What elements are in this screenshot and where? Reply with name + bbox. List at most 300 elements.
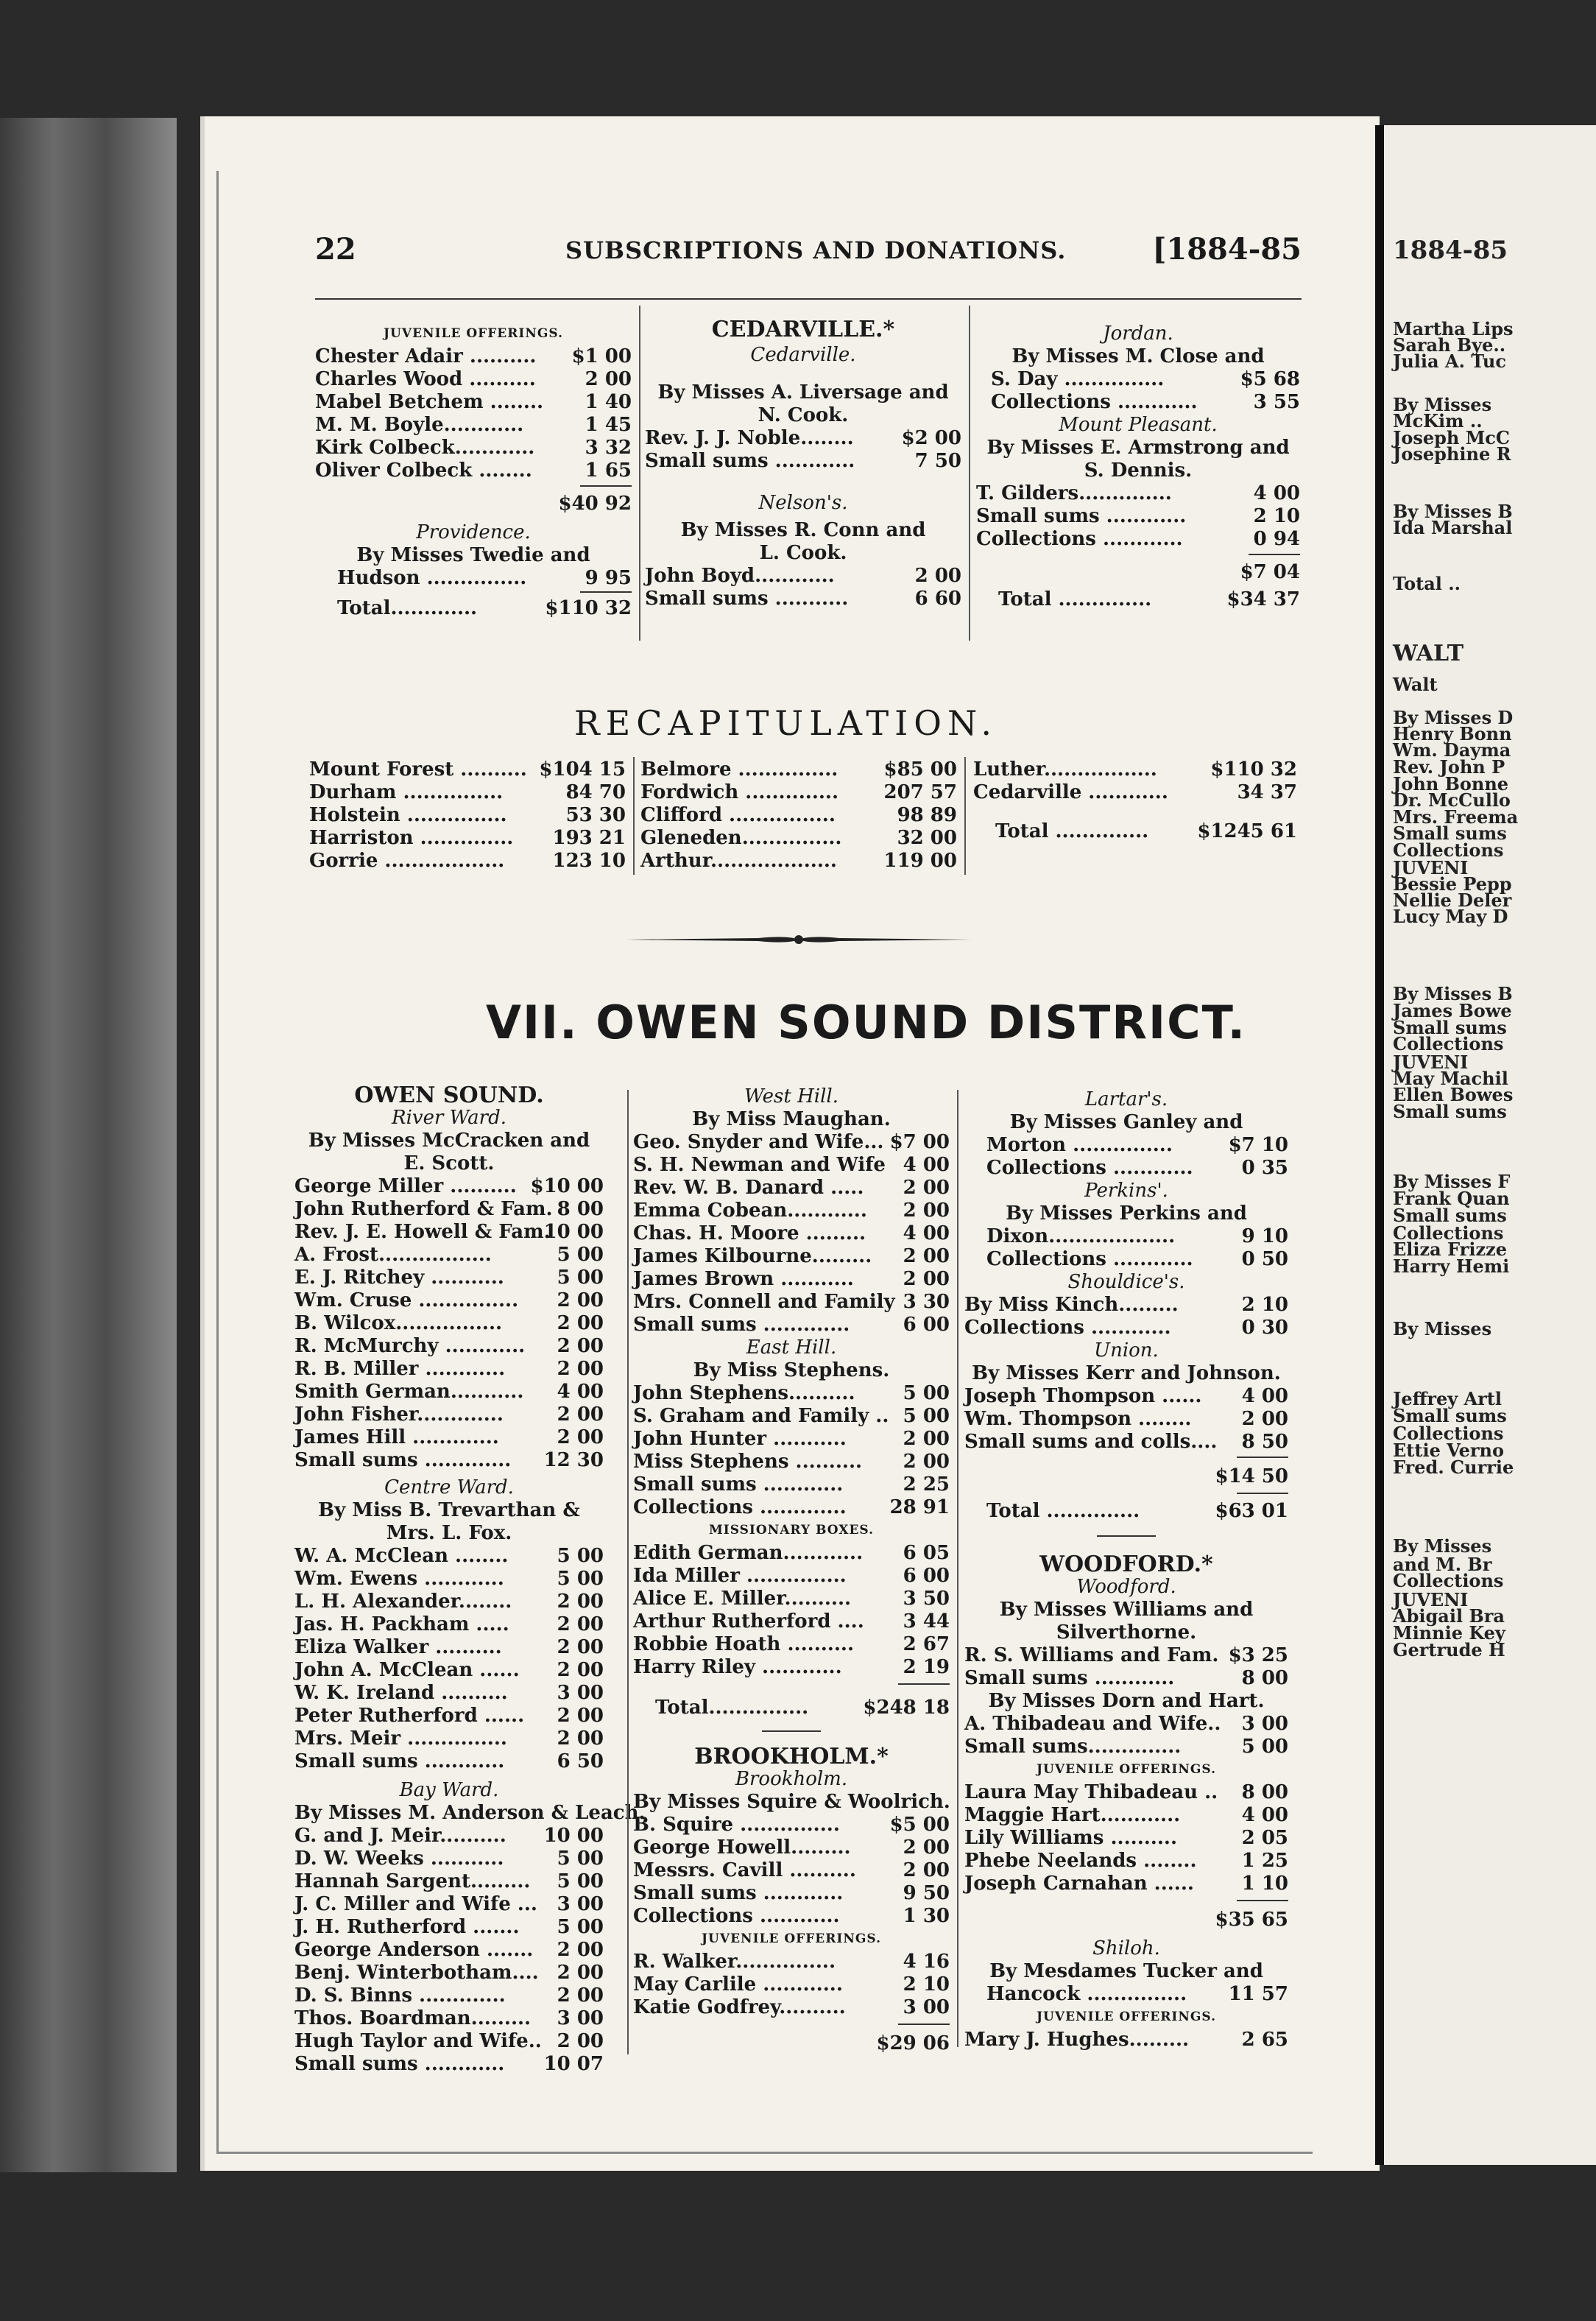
- top-col-2: [645, 318, 961, 610]
- entry-name: Benj. Winterbotham....: [294, 1962, 539, 1984]
- book-binding: [0, 118, 177, 2172]
- entry-name: Charles Wood ..........: [315, 368, 536, 390]
- subtotal-row: [976, 561, 1300, 584]
- right-page-line: Julia A. Tuc: [1393, 351, 1506, 372]
- entry-name: Rev. J. J. Noble........: [645, 427, 854, 449]
- entry-name: Joseph Thompson ......: [964, 1385, 1202, 1407]
- entry-name: John Hunter ...........: [633, 1428, 847, 1450]
- right-page-line: McKim ..: [1393, 410, 1483, 432]
- right-page-line: JUVENI: [1393, 857, 1469, 878]
- entry-amount: 5 00: [557, 1848, 604, 1870]
- entry-amount: 3 44: [903, 1610, 950, 1633]
- right-page-line: JUVENI: [1393, 1589, 1469, 1610]
- ledger-row: [294, 1591, 604, 1613]
- entry-name: Small sums ............: [294, 2053, 505, 2075]
- right-page-line: By Misses: [1393, 1318, 1492, 1339]
- entry-amount: $1 00: [571, 345, 632, 367]
- ledger-row: [294, 1705, 604, 1727]
- entry-amount: 2 00: [903, 1451, 950, 1473]
- right-page-line: Harry Hemi: [1393, 1255, 1510, 1277]
- right-page-line: Fred. Currie: [1393, 1457, 1514, 1478]
- ledger-row: [964, 1157, 1288, 1180]
- ledger-row: [633, 1905, 950, 1928]
- district-col-1: [294, 1082, 646, 2076]
- entry-amount: 10 00: [543, 1825, 604, 1847]
- entry-name: T. Gilders..............: [976, 482, 1172, 504]
- entry-name: B. Wilcox................: [294, 1312, 503, 1334]
- entry-amount: 2 00: [903, 1200, 950, 1222]
- total-label: Total.............: [337, 597, 478, 619]
- subtotal-row: [633, 2032, 950, 2055]
- right-page-line: John Bonne: [1393, 773, 1509, 795]
- entry-name: Holstein ...............: [309, 804, 507, 826]
- entry-name: James Brown ...........: [633, 1268, 854, 1290]
- place-name: Shouldice's.: [1067, 1271, 1185, 1293]
- place-name: Nelson's.: [758, 492, 848, 514]
- total-row: [973, 820, 1297, 847]
- ledger-row: [640, 827, 957, 850]
- entry-name: Peter Rutherford ......: [294, 1705, 525, 1727]
- entry-name: Jas. H. Packham .....: [294, 1613, 509, 1635]
- ledger-row: [294, 1221, 604, 1244]
- entry-amount: 5 00: [557, 1267, 604, 1289]
- entry-name: Eliza Walker ..........: [294, 1636, 502, 1658]
- entry-amount: 2 65: [1241, 2029, 1288, 2051]
- entry-amount: 2 10: [1253, 505, 1300, 527]
- ledger-row: [294, 1613, 604, 1636]
- ledger-row: [294, 1659, 604, 1682]
- ledger-row: [633, 1588, 950, 1610]
- entry-amount: 0 30: [1241, 1317, 1288, 1339]
- entry-amount: 2 00: [557, 1403, 604, 1426]
- entry-amount: 3 32: [585, 437, 632, 459]
- ledger-row: [633, 1836, 950, 1859]
- ledger-row: [645, 565, 961, 588]
- entry-amount: 2 00: [1241, 1408, 1288, 1430]
- column-divider: [633, 757, 635, 875]
- right-page-line: Frank Quan: [1393, 1188, 1510, 1209]
- entry-name: L. H. Alexander........: [294, 1591, 512, 1613]
- entry-name: Chas. H. Moore .........: [633, 1222, 866, 1244]
- ledger-row: [294, 1962, 604, 1984]
- entry-name: Belmore ...............: [640, 758, 838, 781]
- place-name: East Hill.: [746, 1336, 837, 1359]
- section-heading: JUVENILE OFFERINGS.: [1037, 2010, 1216, 2024]
- total-row: [964, 1500, 1288, 1526]
- entry-name: Small sums ............: [976, 505, 1187, 527]
- entry-amount: 4 00: [903, 1154, 950, 1176]
- entry-amount: 2 00: [903, 1836, 950, 1859]
- ledger-row: [294, 1750, 604, 1773]
- ledger-row: [633, 1656, 950, 1679]
- entry-name: J. C. Miller and Wife ...: [294, 1893, 537, 1915]
- entry-amount: 193 21: [552, 827, 626, 849]
- entry-name: Durham ...............: [309, 781, 504, 803]
- ledger-row: [633, 1382, 950, 1405]
- ledger-row: [976, 528, 1300, 551]
- entry-name: Rev. J. E. Howell & Fam.: [294, 1221, 551, 1243]
- entry-amount: 6 00: [903, 1565, 950, 1587]
- right-page-line: Collections: [1393, 839, 1504, 861]
- right-page-line: Eliza Frizze: [1393, 1239, 1507, 1260]
- ledger-row: [964, 1873, 1288, 1895]
- subtotal: $40 92: [558, 493, 632, 515]
- ledger-row: [294, 1893, 604, 1916]
- collector-line: By Misses Dorn and Hart.: [988, 1690, 1265, 1712]
- right-page-line: Gertrude H: [1393, 1639, 1505, 1660]
- right-page-line: Collections: [1393, 1033, 1504, 1054]
- entry-amount: 8 50: [1241, 1431, 1288, 1453]
- entry-amount: 3 30: [903, 1291, 950, 1313]
- subtotal-row: [964, 1465, 1288, 1488]
- entry-name: Collections ............: [976, 528, 1183, 550]
- entry-name: Small sums ............: [645, 450, 855, 472]
- section-heading: JUVENILE OFFERINGS.: [702, 1931, 881, 1946]
- ledger-row: [294, 1568, 604, 1591]
- ledger-row: [633, 1131, 950, 1154]
- entry-amount: 2 00: [557, 1613, 604, 1635]
- entry-amount: $2 00: [901, 427, 961, 449]
- right-page-line: May Machil: [1393, 1068, 1508, 1089]
- ledger-row: [964, 1713, 1288, 1736]
- entry-amount: 4 16: [903, 1951, 950, 1973]
- ledger-row: [633, 1200, 950, 1222]
- entry-amount: $7 10: [1228, 1134, 1288, 1156]
- entry-name: Mabel Betchem ........: [315, 391, 544, 413]
- entry-name: R. McMurchy ............: [294, 1335, 526, 1357]
- entry-amount: $3 25: [1228, 1644, 1288, 1666]
- place-name: Centre Ward.: [384, 1476, 514, 1498]
- ledger-row: [633, 1314, 950, 1336]
- place-name: Mount Pleasant.: [1059, 414, 1218, 436]
- entry-amount: 123 10: [552, 850, 626, 872]
- ledger-row: [315, 391, 632, 414]
- ledger-row: [294, 1335, 604, 1358]
- entry-name: D. W. Weeks ...........: [294, 1848, 504, 1870]
- entry-name: Small sums ............: [294, 1750, 505, 1772]
- entry-name: Messrs. Cavill ..........: [633, 1859, 856, 1881]
- right-page-line: Small sums: [1393, 823, 1507, 844]
- ledger-row: [976, 368, 1300, 391]
- right-page-line: Sarah Bye..: [1393, 334, 1506, 356]
- ledger-row: [315, 567, 632, 590]
- total-label: Total ..............: [998, 588, 1152, 610]
- entry-amount: 2 25: [903, 1473, 950, 1496]
- entry-amount: 53 30: [565, 804, 626, 826]
- entry-name: B. Squire ...............: [633, 1814, 840, 1836]
- ledger-row: [633, 1859, 950, 1882]
- ledger-row: [294, 1426, 604, 1449]
- right-page-line: Wm. Dayma: [1393, 739, 1511, 761]
- entry-amount: $10 00: [530, 1175, 604, 1197]
- entry-amount: 5 00: [1241, 1736, 1288, 1758]
- ledger-row: [294, 1939, 604, 1962]
- entry-name: Joseph Carnahan ......: [964, 1873, 1194, 1895]
- entry-name: Arthur...................: [640, 850, 837, 872]
- ledger-row: [315, 368, 632, 391]
- entry-amount: 2 10: [1241, 1294, 1288, 1316]
- place-name: Providence.: [416, 521, 531, 543]
- place-name: Shiloh.: [1092, 1937, 1160, 1959]
- entry-amount: 2 05: [1241, 1827, 1288, 1849]
- ledger-row: [964, 1294, 1288, 1317]
- entry-amount: 4 00: [903, 1222, 950, 1244]
- entry-name: Hudson ...............: [337, 567, 527, 589]
- entry-amount: 5 00: [557, 1545, 604, 1567]
- entry-name: Thos. Boardman.........: [294, 2007, 532, 2029]
- entry-name: Smith German...........: [294, 1381, 524, 1403]
- entry-amount: 3 00: [557, 2007, 604, 2029]
- entry-name: Rev. W. B. Danard .....: [633, 1177, 864, 1199]
- ledger-row: [964, 1408, 1288, 1431]
- entry-amount: 98 89: [897, 804, 957, 826]
- column-divider: [957, 1090, 958, 2047]
- entry-amount: 2 00: [903, 1859, 950, 1881]
- entry-name: Maggie Hart............: [964, 1804, 1181, 1826]
- entry-name: Harry Riley ............: [633, 1656, 842, 1678]
- entry-amount: 2 10: [903, 1973, 950, 1996]
- ledger-row: [645, 588, 961, 610]
- section-heading: BROOKHOLM.*: [694, 1744, 889, 1769]
- ledger-row: [633, 1245, 950, 1268]
- entry-name: John A. McClean ......: [294, 1659, 520, 1681]
- entry-name: Fordwich ..............: [640, 781, 839, 803]
- ledger-row: [976, 391, 1300, 414]
- ledger-row: [294, 1358, 604, 1381]
- total-value: $34 37: [1226, 588, 1300, 610]
- place-name: River Ward.: [392, 1107, 506, 1129]
- right-page: [1384, 125, 1596, 2165]
- entry-name: John Fisher.............: [294, 1403, 504, 1426]
- entry-amount: 3 00: [1241, 1713, 1288, 1735]
- place-name: Cedarville.: [750, 344, 856, 366]
- sub-rule: [898, 1683, 950, 1685]
- ledger-row: [315, 414, 632, 437]
- entry-name: Collections ............: [633, 1905, 840, 1927]
- entry-amount: 7 50: [914, 450, 961, 472]
- entry-name: Luther.................: [973, 758, 1157, 781]
- entry-name: Chester Adair ..........: [315, 345, 537, 367]
- entry-amount: $104 15: [539, 758, 626, 781]
- subtotal-row: [964, 1909, 1288, 1931]
- entry-name: R. S. Williams and Fam.: [964, 1644, 1219, 1666]
- ledger-row: [294, 1175, 604, 1198]
- place-name: Bay Ward.: [399, 1779, 499, 1801]
- entry-name: Wm. Ewens ............: [294, 1568, 504, 1590]
- collector-line: By Misses M. Close and: [1011, 345, 1265, 367]
- subtotal-row: [315, 493, 632, 515]
- district-col-3: [964, 1088, 1288, 2051]
- short-rule: [762, 1730, 821, 1732]
- ledger-row: [633, 1610, 950, 1633]
- total-label: Total ..............: [986, 1500, 1140, 1522]
- collector-line: By Misses McCracken and E. Scott.: [308, 1130, 590, 1174]
- entry-amount: 2 00: [557, 1727, 604, 1750]
- ledger-row: [294, 1545, 604, 1568]
- entry-amount: 5 00: [557, 1244, 604, 1266]
- ledger-row: [309, 758, 626, 781]
- entry-amount: 12 30: [543, 1449, 604, 1471]
- sub-rule: [1237, 1900, 1288, 1901]
- entry-amount: 2 00: [557, 1289, 604, 1311]
- entry-amount: 6 60: [914, 588, 961, 610]
- ledger-row: [315, 437, 632, 459]
- entry-name: James Hill .............: [294, 1426, 499, 1448]
- ledger-row: [633, 1428, 950, 1451]
- entry-name: Small sums and colls....: [964, 1431, 1218, 1453]
- ledger-row: [964, 1736, 1288, 1758]
- ledger-row: [633, 1882, 950, 1905]
- entry-name: Small sums ............: [964, 1667, 1175, 1689]
- place-name: West Hill.: [744, 1085, 838, 1107]
- place-name: Brookholm.: [735, 1768, 848, 1790]
- entry-amount: 2 00: [557, 1939, 604, 1961]
- entry-name: George Howell.........: [633, 1836, 851, 1859]
- entry-name: W. K. Ireland ..........: [294, 1682, 508, 1704]
- entry-name: Alice E. Miller..........: [633, 1588, 852, 1610]
- entry-amount: 3 50: [903, 1588, 950, 1610]
- entry-amount: 2 00: [557, 1426, 604, 1448]
- recap-col-1: [309, 758, 626, 873]
- entry-name: A. Frost.................: [294, 1244, 492, 1266]
- ledger-row: [640, 850, 957, 873]
- total-value: $1245 61: [1197, 820, 1297, 842]
- ledger-row: [294, 1848, 604, 1870]
- entry-name: Small sums ............: [633, 1882, 844, 1904]
- entry-amount: 207 57: [883, 781, 957, 803]
- collector-line: By Misses Twedie and: [356, 544, 590, 566]
- entry-name: Kirk Colbeck............: [315, 437, 535, 459]
- collector-line: By Misses Williams and Silverthorne.: [999, 1599, 1254, 1644]
- entry-name: Robbie Hoath ..........: [633, 1633, 855, 1655]
- entry-amount: 1 65: [585, 459, 632, 482]
- ledger-row: [633, 1496, 950, 1519]
- section-heading: WOODFORD.*: [1039, 1552, 1213, 1577]
- subtotal: $14 50: [1215, 1465, 1288, 1487]
- total-label: Total...............: [655, 1697, 809, 1719]
- place-name: Woodford.: [1076, 1576, 1176, 1598]
- top-col-1: [315, 323, 632, 624]
- entry-amount: 2 00: [903, 1245, 950, 1267]
- entry-amount: $5 68: [1240, 368, 1300, 390]
- section-heading: OWEN SOUND.: [354, 1082, 544, 1108]
- entry-amount: 0 35: [1241, 1157, 1288, 1179]
- collector-line: By Miss Stephens.: [693, 1359, 890, 1381]
- section-heading: JUVENILE OFFERINGS.: [384, 326, 563, 341]
- entry-name: Collections ............: [991, 391, 1198, 413]
- collector-line: By Misses M. Anderson & Leach.: [294, 1802, 646, 1824]
- entry-name: R. B. Miller ............: [294, 1358, 506, 1380]
- collector-line: By Misses Ganley and: [1009, 1111, 1243, 1133]
- running-header: [315, 232, 1302, 269]
- ledger-row: [645, 450, 961, 473]
- entry-amount: 2 00: [557, 1962, 604, 1984]
- ledger-row: [315, 459, 632, 482]
- section-heading: CEDARVILLE.*: [711, 317, 895, 342]
- entry-amount: 8 00: [1241, 1781, 1288, 1803]
- header-year: [1884-85: [1152, 232, 1302, 267]
- total-value: $63 01: [1215, 1500, 1288, 1522]
- entry-name: Miss Stephens ..........: [633, 1451, 863, 1473]
- entry-name: Harriston ..............: [309, 827, 514, 849]
- right-page-line: Bessie Pepp: [1393, 873, 1512, 895]
- ledger-row: [294, 2007, 604, 2030]
- ledger-row: [294, 1403, 604, 1426]
- ledger-row: [640, 758, 957, 781]
- entry-name: M. M. Boyle............: [315, 414, 524, 436]
- right-page-line: James Bowe: [1393, 1000, 1512, 1021]
- right-page-line: By Misses D: [1393, 707, 1514, 728]
- entry-amount: 10 00: [543, 1221, 604, 1243]
- entry-name: Cedarville ............: [973, 781, 1168, 803]
- section-heading: JUVENILE OFFERINGS.: [1037, 1762, 1216, 1777]
- entry-amount: 9 95: [585, 567, 632, 589]
- collector-line: By Misses Squire & Woolrich.: [633, 1791, 950, 1813]
- entry-name: Dixon...................: [986, 1225, 1176, 1247]
- entry-name: S. Graham and Family ..: [633, 1405, 889, 1427]
- ledger-row: [309, 827, 626, 850]
- ledger-row: [640, 804, 957, 827]
- total-row: [315, 597, 632, 624]
- ledger-row: [973, 758, 1297, 781]
- ledger-row: [976, 482, 1300, 505]
- place-name: Union.: [1094, 1339, 1159, 1362]
- entry-name: R. Walker...............: [633, 1951, 836, 1973]
- entry-amount: 1 40: [585, 391, 632, 413]
- collector-line: By Misses E. Armstrong and S. Dennis.: [986, 437, 1290, 482]
- right-page-line: Small sums: [1393, 1101, 1507, 1122]
- entry-amount: 2 00: [557, 1335, 604, 1357]
- entry-amount: 2 00: [585, 368, 632, 390]
- sub-rule: [1237, 1493, 1288, 1494]
- entry-amount: 5 00: [557, 1870, 604, 1892]
- entry-amount: 1 30: [903, 1905, 950, 1927]
- place-name: Lartar's.: [1084, 1088, 1168, 1110]
- ledger-row: [964, 2029, 1288, 2051]
- ledger-row: [964, 1134, 1288, 1157]
- column-divider: [969, 306, 970, 641]
- entry-name: Oliver Colbeck ........: [315, 459, 532, 482]
- entry-name: Small sums ............: [633, 1473, 844, 1496]
- entry-amount: 2 00: [557, 1659, 604, 1681]
- right-page-line: Lucy May D: [1393, 906, 1508, 927]
- ledger-row: [633, 1633, 950, 1656]
- total-value: $110 32: [545, 597, 632, 619]
- ledger-row: [294, 1825, 604, 1848]
- ledger-row: [633, 1291, 950, 1314]
- entry-amount: 1 25: [1241, 1850, 1288, 1872]
- ledger-row: [964, 1225, 1288, 1248]
- entry-name: S. H. Newman and Wife: [633, 1154, 886, 1176]
- sub-rule: [580, 485, 632, 487]
- entry-name: Hugh Taylor and Wife..: [294, 2030, 542, 2052]
- right-page-line: Ida Marshal: [1393, 517, 1513, 538]
- entry-name: Clifford ................: [640, 804, 836, 826]
- right-page-line: Abigail Bra: [1393, 1605, 1505, 1627]
- entry-name: Edith German............: [633, 1542, 864, 1564]
- entry-name: Collections ............: [986, 1248, 1193, 1270]
- ledger-row: [976, 505, 1300, 528]
- entry-amount: 5 00: [557, 1916, 604, 1938]
- ledger-row: [294, 1727, 604, 1750]
- entry-amount: 5 00: [903, 1405, 950, 1427]
- entry-name: Collections ............: [986, 1157, 1193, 1179]
- ledger-row: [633, 1973, 950, 1996]
- column-divider: [639, 306, 640, 641]
- right-page-year: 1884-85: [1393, 236, 1508, 265]
- entry-amount: $7 00: [889, 1131, 950, 1153]
- subtotal: $35 65: [1215, 1909, 1288, 1931]
